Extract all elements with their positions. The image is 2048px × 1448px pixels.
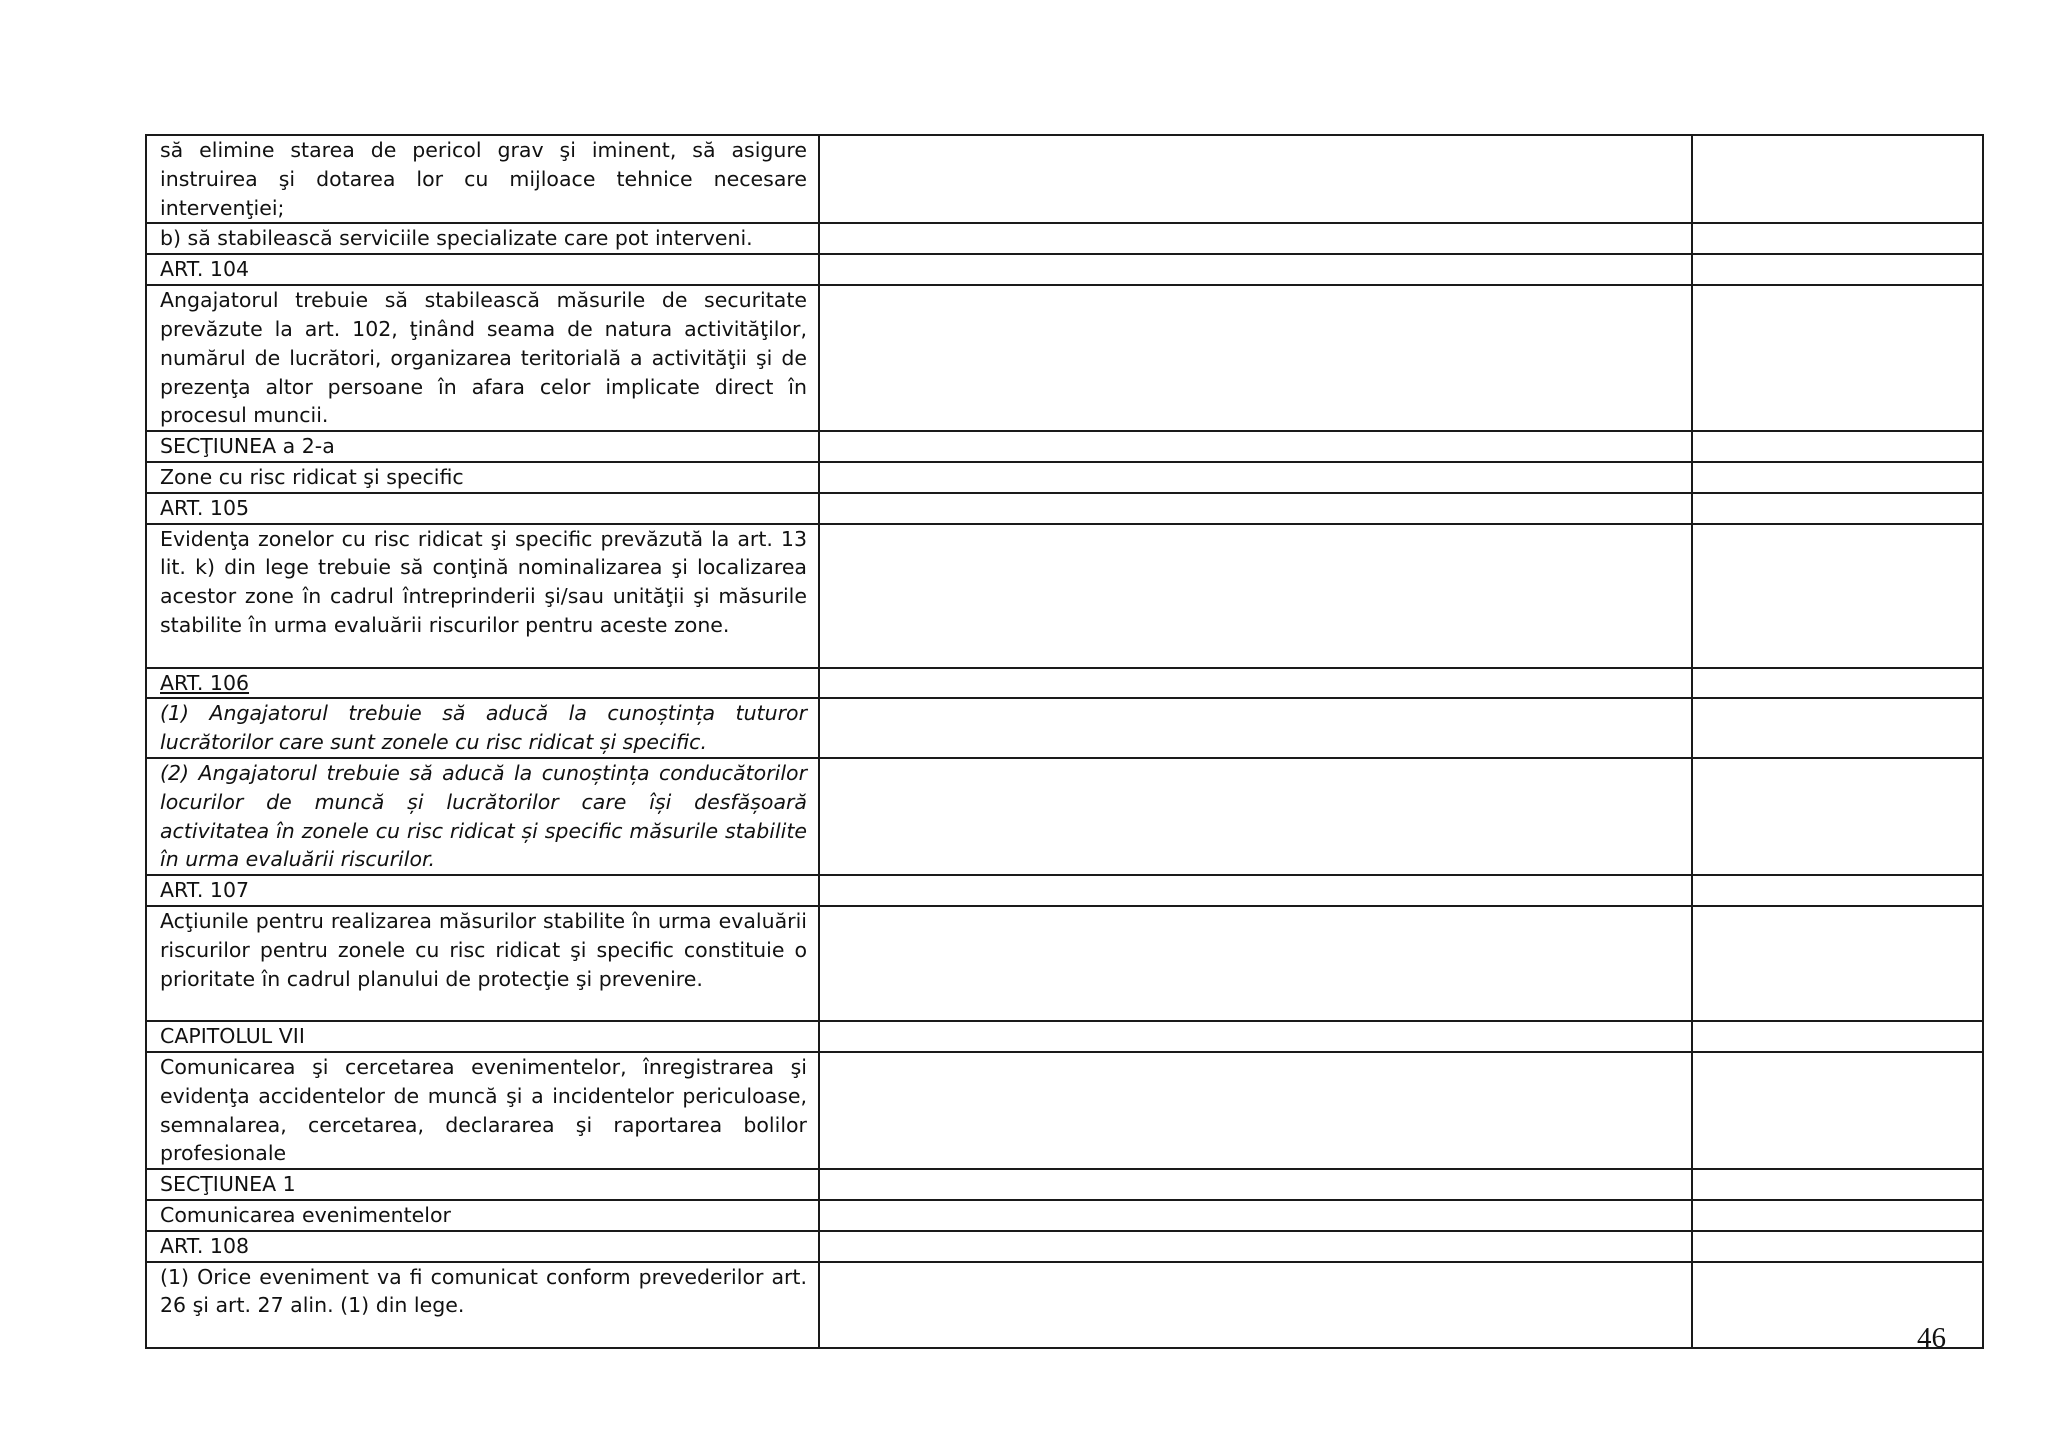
- empty-cell: [1692, 875, 1983, 906]
- empty-cell: [1692, 431, 1983, 462]
- text-cell: [146, 493, 819, 524]
- row-text: b) să stabilească serviciile specializate care pot interveni.: [160, 226, 753, 251]
- empty-cell: [819, 1200, 1692, 1231]
- empty-cell: [819, 493, 1692, 524]
- row-text: Comunicarea evenimentelor: [160, 1202, 451, 1227]
- text-cell: [146, 668, 819, 699]
- text-cell: [146, 1262, 819, 1348]
- page-number: 46: [1917, 1322, 1946, 1354]
- row-text: ART. 107: [160, 878, 250, 903]
- text-cell: [146, 223, 819, 254]
- empty-cell: [1692, 1169, 1983, 1200]
- text-cell: [146, 1052, 819, 1169]
- text-cell: [146, 135, 819, 223]
- empty-cell: [819, 906, 1692, 1021]
- text-cell: [146, 254, 819, 285]
- empty-cell: [1692, 698, 1983, 758]
- table-row: [146, 875, 1983, 906]
- row-text: CAPITOLUL VII: [160, 1023, 305, 1048]
- empty-cell: [819, 758, 1692, 875]
- text-cell: [146, 758, 819, 875]
- empty-cell: [1692, 254, 1983, 285]
- table-row: [146, 493, 1983, 524]
- row-text: (2) Angajatorul trebuie să aducă la cunoștința conducătorilor locurilor de muncă și lucrătorilor care își desfășoară activitatea în zonele cu risc ridicat și specific măsurile stabilite în urma evaluării riscurilor.: [160, 760, 807, 872]
- text-cell: [146, 462, 819, 493]
- table-row: [146, 668, 1983, 699]
- table-row: [146, 906, 1983, 1021]
- empty-cell: [1692, 524, 1983, 668]
- empty-cell: [1692, 493, 1983, 524]
- empty-cell: [819, 431, 1692, 462]
- row-text: Zone cu risc ridicat şi specific: [160, 464, 464, 489]
- text-cell: [146, 1231, 819, 1262]
- row-text: ART. 105: [160, 495, 250, 520]
- text-cell: [146, 875, 819, 906]
- empty-cell: [1692, 1231, 1983, 1262]
- empty-cell: [819, 1169, 1692, 1200]
- row-text: (1) Orice eveniment va fi comunicat conform prevederilor art. 26 şi art. 27 alin. (1) din lege.: [160, 1264, 807, 1318]
- empty-cell: [819, 668, 1692, 699]
- row-text: SECŢIUNEA a 2-a: [160, 434, 335, 459]
- empty-cell: [819, 135, 1692, 223]
- text-cell: [146, 1021, 819, 1052]
- row-text: Angajatorul trebuie să stabilească măsurile de securitate prevăzute la art. 102, ţinând seama de natura activităţilor, numărul de lucrători, organizarea teritorială a activităţii şi de prezenţa altor persoane în afara celor implicate direct în procesul muncii.: [160, 288, 807, 428]
- table-row: [146, 1200, 1983, 1231]
- table-row: [146, 524, 1983, 668]
- table-row: [146, 1169, 1983, 1200]
- document-table: [145, 134, 1984, 1349]
- table-row: [146, 254, 1983, 285]
- text-cell: [146, 285, 819, 431]
- empty-cell: [1692, 758, 1983, 875]
- table-row: [146, 698, 1983, 758]
- table-row: [146, 1021, 1983, 1052]
- empty-cell: [819, 285, 1692, 431]
- empty-cell: [1692, 1052, 1983, 1169]
- table-row: [146, 758, 1983, 875]
- empty-cell: [1692, 462, 1983, 493]
- table-row: [146, 1231, 1983, 1262]
- empty-cell: [819, 698, 1692, 758]
- empty-cell: [1692, 285, 1983, 431]
- empty-cell: [1692, 135, 1983, 223]
- text-cell: [146, 1169, 819, 1200]
- row-text: ART. 104: [160, 257, 250, 282]
- empty-cell: [819, 524, 1692, 668]
- empty-cell: [819, 223, 1692, 254]
- text-cell: [146, 906, 819, 1021]
- empty-cell: [1692, 668, 1983, 699]
- empty-cell: [819, 875, 1692, 906]
- empty-cell: [819, 1262, 1692, 1348]
- empty-cell: [819, 254, 1692, 285]
- empty-cell: [819, 1052, 1692, 1169]
- row-text: SECŢIUNEA 1: [160, 1172, 296, 1197]
- table-row: [146, 285, 1983, 431]
- table-row: [146, 462, 1983, 493]
- row-text: (1) Angajatorul trebuie să aducă la cunoștința tuturor lucrătorilor care sunt zonele cu risc ridicat și specific.: [160, 701, 807, 755]
- empty-cell: [1692, 1021, 1983, 1052]
- text-cell: [146, 431, 819, 462]
- row-text: Comunicarea şi cercetarea evenimentelor, înregistrarea şi evidenţa accidentelor de muncă şi a incidentelor periculoase, semnalarea, cercetarea, declararea şi raportarea bolilor profesionale: [160, 1054, 807, 1166]
- text-cell: [146, 698, 819, 758]
- row-text: ART. 108: [160, 1233, 250, 1258]
- empty-cell: [1692, 223, 1983, 254]
- row-text: Acţiunile pentru realizarea măsurilor stabilite în urma evaluării riscurilor pentru zonele cu risc ridicat şi specific constituie o prioritate în cadrul planului de protecţie şi prevenire.: [160, 908, 807, 991]
- empty-cell: [1692, 906, 1983, 1021]
- empty-cell: [819, 462, 1692, 493]
- empty-cell: [819, 1231, 1692, 1262]
- row-text: ART. 106: [160, 670, 250, 695]
- table-row: [146, 1052, 1983, 1169]
- empty-cell: [819, 1021, 1692, 1052]
- table-row: [146, 431, 1983, 462]
- table-row: [146, 135, 1983, 223]
- row-text: Evidenţa zonelor cu risc ridicat şi specific prevăzută la art. 13 lit. k) din lege trebuie să conţină nominalizarea şi localizarea acestor zone în cadrul întreprinderii şi/sau unităţii şi măsurile stabilite în urma evaluării riscurilor pentru aceste zone.: [160, 526, 807, 637]
- table-row: [146, 1262, 1983, 1348]
- table-row: [146, 223, 1983, 254]
- text-cell: [146, 524, 819, 668]
- row-text: să elimine starea de pericol grav şi iminent, să asigure instruirea şi dotarea lor cu mijloace tehnice necesare intervenţiei;: [160, 138, 807, 220]
- empty-cell: [1692, 1200, 1983, 1231]
- text-cell: [146, 1200, 819, 1231]
